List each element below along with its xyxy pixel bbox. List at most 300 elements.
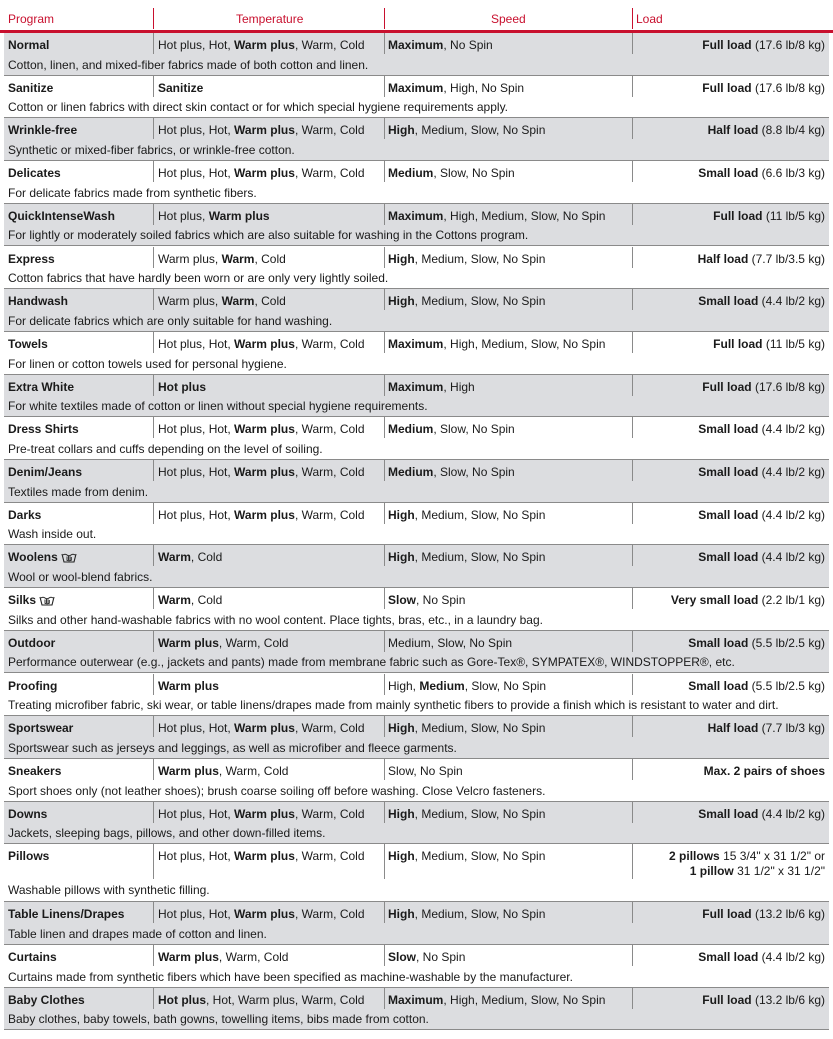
text-run: Small load bbox=[698, 166, 759, 181]
program-name-text: Woolens bbox=[8, 550, 58, 565]
text-run: , Warm, Cold bbox=[294, 336, 365, 351]
table-row bbox=[4, 247, 829, 290]
speed-cell bbox=[388, 593, 465, 608]
temperature-cell bbox=[158, 380, 206, 395]
program-description: Washable pillows with synthetic filling. bbox=[8, 883, 210, 898]
program-description: For delicate fabrics made from synthetic fibers. bbox=[8, 185, 257, 200]
load-cell bbox=[708, 721, 825, 736]
text-run: Warm plus bbox=[158, 950, 219, 964]
program-description: For lightly or moderately soiled fabrics which are also suitable for washing in the Cottons program. bbox=[8, 228, 529, 243]
column-divider bbox=[153, 631, 154, 652]
program-name bbox=[8, 337, 48, 352]
column-divider bbox=[632, 417, 633, 438]
text-run: , Cold bbox=[190, 550, 223, 565]
column-divider bbox=[632, 844, 633, 879]
text-run: Maximum bbox=[388, 379, 444, 394]
program-name bbox=[8, 123, 77, 138]
text-run: , Medium, Slow, No Spin bbox=[414, 507, 546, 522]
text-run: Hot plus, Hot, bbox=[158, 907, 235, 922]
load-cell bbox=[669, 849, 825, 879]
program-name-text: Normal bbox=[8, 38, 50, 52]
text-run: , Warm, Cold bbox=[218, 950, 289, 964]
program-name bbox=[8, 950, 57, 965]
program-name bbox=[8, 721, 73, 736]
program-name bbox=[8, 849, 49, 864]
program-name bbox=[8, 380, 74, 395]
table-row bbox=[4, 588, 829, 631]
text-run: Maximum bbox=[388, 336, 444, 351]
program-name bbox=[8, 38, 49, 53]
load-cell bbox=[708, 123, 825, 138]
load-cell bbox=[713, 337, 825, 352]
text-run: , High, Medium, Slow, No Spin bbox=[443, 992, 606, 1007]
program-name bbox=[8, 807, 47, 822]
column-divider bbox=[632, 375, 633, 396]
column-divider bbox=[153, 802, 154, 823]
load-cell bbox=[713, 209, 825, 224]
text-run: , No Spin bbox=[416, 950, 466, 964]
program-name-text: Baby Clothes bbox=[8, 992, 85, 1007]
table-row bbox=[4, 902, 829, 945]
temperature-cell bbox=[158, 294, 286, 309]
program-name bbox=[8, 679, 57, 694]
column-divider bbox=[153, 417, 154, 438]
header-program: Program bbox=[8, 12, 55, 26]
program-description: Synthetic or mixed-fiber fabrics, or wrinkle-free cotton. bbox=[8, 143, 295, 158]
text-run: Warm plus bbox=[234, 806, 295, 821]
text-run: Warm plus bbox=[234, 721, 295, 736]
column-divider bbox=[153, 332, 154, 353]
program-name-text: Delicates bbox=[8, 166, 61, 181]
column-divider bbox=[153, 716, 154, 737]
temperature-cell bbox=[158, 38, 365, 53]
column-divider bbox=[153, 844, 154, 879]
column-divider bbox=[384, 247, 385, 268]
program-name-text: Handwash bbox=[8, 294, 69, 309]
temperature-cell bbox=[158, 252, 286, 267]
text-run: High bbox=[388, 721, 415, 736]
text-run: , Medium, Slow, No Spin bbox=[414, 806, 546, 821]
speed-cell bbox=[388, 993, 605, 1008]
column-divider bbox=[632, 289, 633, 310]
program-name bbox=[8, 209, 115, 224]
program-name-text: Denim/Jeans bbox=[8, 465, 83, 479]
program-name-text: Downs bbox=[8, 806, 48, 821]
text-run: , Medium, Slow, No Spin bbox=[414, 721, 546, 736]
program-description: Cotton fabrics that have hardly been worn or are only very lightly soiled. bbox=[8, 271, 389, 286]
text-run: (5.5 lb/2.5 kg) bbox=[748, 635, 825, 650]
table-row bbox=[4, 460, 829, 503]
text-run: , High bbox=[443, 379, 475, 394]
program-name bbox=[8, 593, 55, 610]
text-run: , Warm, Cold bbox=[294, 806, 365, 821]
handwash-basin-icon bbox=[61, 550, 77, 567]
text-run: , Medium, Slow, No Spin bbox=[414, 849, 546, 864]
temperature-cell bbox=[158, 81, 203, 96]
text-run: 2 pillows bbox=[669, 849, 720, 864]
text-run: Warm plus bbox=[208, 208, 270, 223]
text-run: Small load bbox=[698, 294, 759, 309]
program-description: For white textiles made of cotton or linen without special hygiene requirements. bbox=[8, 399, 428, 414]
text-run: , Hot, Warm plus, Warm, Cold bbox=[206, 992, 365, 1007]
text-run: (4.4 lb/2 kg) bbox=[758, 550, 825, 565]
program-name-text: QuickIntenseWash bbox=[8, 208, 115, 223]
text-run: (13.2 lb/6 kg) bbox=[751, 992, 825, 1007]
load-cell bbox=[688, 679, 825, 694]
load-line bbox=[704, 764, 825, 779]
text-run: High bbox=[388, 507, 415, 522]
program-name-text: Pillows bbox=[8, 849, 50, 864]
text-run: High bbox=[388, 294, 415, 309]
load-cell bbox=[698, 252, 825, 267]
column-divider bbox=[384, 631, 385, 652]
text-run: , No Spin bbox=[416, 593, 466, 608]
column-divider bbox=[153, 674, 154, 695]
text-run: Hot plus, Hot, bbox=[158, 721, 235, 736]
column-divider bbox=[384, 118, 385, 139]
text-run: Hot plus, Hot, bbox=[158, 507, 235, 522]
load-line bbox=[702, 380, 825, 395]
load-cell bbox=[702, 380, 825, 395]
speed-cell bbox=[388, 422, 515, 437]
column-divider bbox=[153, 945, 154, 966]
load-line bbox=[708, 721, 825, 736]
text-run: Medium, Slow, No Spin bbox=[388, 635, 513, 650]
text-run: Hot plus, Hot, bbox=[158, 123, 235, 138]
header-divider bbox=[632, 8, 633, 29]
text-run: , Cold bbox=[190, 593, 223, 608]
speed-cell bbox=[388, 508, 545, 523]
program-name bbox=[8, 294, 68, 309]
text-run: Slow bbox=[388, 593, 417, 608]
text-run: , Cold bbox=[254, 251, 286, 266]
load-line bbox=[688, 636, 825, 651]
speed-cell bbox=[388, 679, 546, 694]
column-divider bbox=[153, 33, 154, 54]
column-divider bbox=[153, 545, 154, 566]
column-divider bbox=[384, 76, 385, 97]
program-name-text: Curtains bbox=[8, 950, 57, 964]
program-name bbox=[8, 81, 53, 96]
column-divider bbox=[153, 902, 154, 923]
text-run: High bbox=[388, 123, 415, 138]
text-run: , Warm, Cold bbox=[294, 465, 365, 479]
text-run: Slow bbox=[388, 950, 417, 964]
load-line bbox=[698, 550, 825, 565]
column-divider bbox=[153, 588, 154, 609]
column-divider bbox=[632, 588, 633, 609]
text-run: (7.7 lb/3 kg) bbox=[758, 721, 825, 736]
speed-cell bbox=[388, 81, 524, 96]
text-run: Warm plus bbox=[158, 635, 219, 650]
table-row bbox=[4, 375, 829, 418]
load-line bbox=[698, 950, 825, 965]
text-run: 15 3/4" x 31 1/2" or bbox=[719, 849, 825, 864]
column-divider bbox=[384, 33, 385, 54]
program-description: Jackets, sleeping bags, pillows, and other down-filled items. bbox=[8, 826, 326, 841]
text-run: Warm plus bbox=[158, 763, 219, 778]
text-run: , No Spin bbox=[443, 38, 493, 52]
table-row bbox=[4, 945, 829, 988]
speed-cell bbox=[388, 950, 465, 965]
temperature-cell bbox=[158, 849, 365, 864]
column-divider bbox=[384, 332, 385, 353]
load-cell bbox=[702, 993, 825, 1008]
program-description: Wool or wool-blend fabrics. bbox=[8, 570, 153, 585]
text-run: Hot plus, Hot, bbox=[158, 166, 235, 181]
text-run: Small load bbox=[698, 550, 759, 565]
column-divider bbox=[153, 204, 154, 225]
load-line bbox=[708, 123, 825, 138]
column-divider bbox=[384, 844, 385, 879]
text-run: , Slow, No Spin bbox=[433, 465, 515, 479]
load-line bbox=[688, 679, 825, 694]
load-cell bbox=[698, 807, 825, 822]
program-name bbox=[8, 252, 55, 267]
text-run: High bbox=[388, 806, 415, 821]
text-run: Warm plus bbox=[158, 678, 219, 693]
speed-cell bbox=[388, 465, 515, 480]
table-row bbox=[4, 631, 829, 674]
text-run: Warm bbox=[158, 593, 191, 608]
speed-cell bbox=[388, 252, 545, 267]
speed-cell bbox=[388, 123, 545, 138]
load-cell bbox=[698, 550, 825, 565]
text-run: Small load bbox=[698, 465, 759, 479]
text-run: (4.4 lb/2 kg) bbox=[758, 507, 825, 522]
text-run: Warm bbox=[221, 251, 255, 266]
speed-cell bbox=[388, 907, 545, 922]
program-name-text: Wrinkle-free bbox=[8, 123, 78, 138]
text-run: , Slow, No Spin bbox=[464, 678, 547, 693]
column-divider bbox=[632, 247, 633, 268]
column-divider bbox=[153, 289, 154, 310]
text-run: , Medium, Slow, No Spin bbox=[414, 251, 546, 266]
program-description: Cotton, linen, and mixed-fiber fabrics made of both cotton and linen. bbox=[8, 57, 369, 72]
table-row bbox=[4, 33, 829, 76]
text-run: Small load bbox=[688, 678, 749, 693]
column-divider bbox=[384, 289, 385, 310]
program-name bbox=[8, 993, 85, 1008]
text-run: Warm plus bbox=[234, 166, 295, 181]
text-run: Full load bbox=[702, 992, 752, 1007]
speed-cell bbox=[388, 764, 463, 779]
text-run: Maximum bbox=[388, 992, 444, 1007]
program-name-text: Outdoor bbox=[8, 635, 56, 650]
text-run: , Warm, Cold bbox=[294, 166, 365, 181]
column-divider bbox=[632, 161, 633, 182]
text-run: Warm plus bbox=[234, 336, 295, 351]
text-run: Max. 2 pairs of shoes bbox=[703, 763, 825, 778]
program-name-text: Towels bbox=[8, 336, 48, 351]
program-name-text: Sportswear bbox=[8, 721, 74, 736]
load-line bbox=[702, 907, 825, 922]
program-description: Cotton or linen fabrics with direct skin contact or for which special hygiene requirements apply. bbox=[8, 100, 509, 115]
column-divider bbox=[153, 759, 154, 780]
load-line bbox=[702, 81, 825, 96]
text-run: , Medium, Slow, No Spin bbox=[414, 123, 546, 138]
column-divider bbox=[632, 716, 633, 737]
temperature-cell bbox=[158, 508, 365, 523]
program-name-text: Table Linens/Drapes bbox=[8, 907, 125, 922]
column-divider bbox=[384, 460, 385, 481]
load-line bbox=[698, 465, 825, 480]
text-run: Hot plus bbox=[158, 379, 206, 394]
load-cell bbox=[688, 636, 825, 651]
program-name-text: Extra White bbox=[8, 379, 75, 394]
text-run: Warm plus bbox=[234, 907, 295, 922]
text-run: (17.6 lb/8 kg) bbox=[751, 80, 825, 95]
column-divider bbox=[384, 902, 385, 923]
load-cell bbox=[698, 465, 825, 480]
table-row bbox=[4, 118, 829, 161]
column-divider bbox=[632, 631, 633, 652]
text-run: (4.4 lb/2 kg) bbox=[758, 465, 825, 479]
program-name bbox=[8, 907, 124, 922]
temperature-cell bbox=[158, 166, 365, 181]
text-run: High bbox=[388, 907, 415, 922]
text-run: Warm plus bbox=[234, 123, 295, 138]
column-divider bbox=[153, 76, 154, 97]
table-row bbox=[4, 988, 829, 1031]
program-name-text: Sneakers bbox=[8, 763, 62, 778]
program-description: Curtains made from synthetic fibers which have been specified as machine-washable by the manufacturer. bbox=[8, 969, 573, 984]
column-divider bbox=[153, 118, 154, 139]
text-run: , Warm, Cold bbox=[294, 849, 365, 864]
table-row bbox=[4, 545, 829, 588]
load-cell bbox=[698, 166, 825, 181]
table-row bbox=[4, 76, 829, 119]
program-description: Textiles made from denim. bbox=[8, 484, 149, 499]
header-divider bbox=[384, 8, 385, 29]
text-run: Warm plus bbox=[234, 507, 295, 522]
program-name-text: Silks bbox=[8, 593, 37, 608]
table-row bbox=[4, 289, 829, 332]
text-run: Hot plus, Hot, bbox=[158, 849, 235, 864]
program-name bbox=[8, 508, 41, 523]
text-run: (17.6 lb/8 kg) bbox=[751, 379, 825, 394]
table-row bbox=[4, 417, 829, 460]
header-load: Load bbox=[636, 12, 663, 26]
temperature-cell bbox=[158, 465, 365, 480]
text-run: (6.6 lb/3 kg) bbox=[758, 166, 825, 181]
load-line bbox=[698, 807, 825, 822]
column-divider bbox=[384, 417, 385, 438]
text-run: Full load bbox=[702, 80, 752, 95]
text-run: , Cold bbox=[254, 294, 286, 309]
header-divider bbox=[153, 8, 154, 29]
temperature-cell bbox=[158, 123, 365, 138]
text-run: Warm plus, bbox=[158, 251, 222, 266]
load-line bbox=[698, 508, 825, 523]
text-run: Warm plus bbox=[234, 38, 295, 52]
text-run: (5.5 lb/2.5 kg) bbox=[748, 678, 825, 693]
column-divider bbox=[632, 503, 633, 524]
table-row bbox=[4, 802, 829, 845]
temperature-cell bbox=[158, 636, 288, 651]
load-line bbox=[702, 38, 825, 53]
text-run: (4.4 lb/2 kg) bbox=[758, 294, 825, 309]
speed-cell bbox=[388, 721, 545, 736]
program-name-text: Sanitize bbox=[8, 80, 54, 95]
column-divider bbox=[153, 460, 154, 481]
column-divider bbox=[632, 945, 633, 966]
column-divider bbox=[384, 375, 385, 396]
program-description: Silks and other hand-washable fabrics with no wool content. Place tights, bras, etc., in a laundry bag. bbox=[8, 612, 543, 627]
temperature-cell bbox=[158, 422, 365, 437]
text-run: Warm plus bbox=[234, 849, 295, 864]
program-name bbox=[8, 465, 82, 480]
column-divider bbox=[384, 716, 385, 737]
column-divider bbox=[153, 503, 154, 524]
text-run: Hot plus, Hot, bbox=[158, 465, 235, 479]
text-run: (11 lb/5 kg) bbox=[762, 336, 825, 351]
load-line bbox=[669, 864, 825, 879]
text-run: Full load bbox=[702, 38, 752, 52]
temperature-cell bbox=[158, 764, 288, 779]
text-run: (7.7 lb/3.5 kg) bbox=[748, 251, 825, 266]
column-divider bbox=[632, 902, 633, 923]
text-run: High bbox=[388, 849, 415, 864]
text-run: , Warm, Cold bbox=[218, 763, 289, 778]
text-run: Warm bbox=[221, 294, 255, 309]
text-run: (8.8 lb/4 kg) bbox=[758, 123, 825, 138]
load-line bbox=[698, 252, 825, 267]
text-run: Slow, No Spin bbox=[388, 763, 463, 778]
load-cell bbox=[698, 950, 825, 965]
column-divider bbox=[632, 545, 633, 566]
column-divider bbox=[153, 247, 154, 268]
text-run: (17.6 lb/8 kg) bbox=[751, 38, 825, 52]
program-description: Baby clothes, baby towels, bath gowns, towelling items, bibs made from cotton. bbox=[8, 1012, 429, 1027]
program-description: Pre-treat collars and cuffs depending on the level of soiling. bbox=[8, 441, 323, 456]
text-run: Hot plus, Hot, bbox=[158, 38, 235, 52]
load-cell bbox=[704, 764, 825, 779]
text-run: Small load bbox=[688, 635, 749, 650]
column-divider bbox=[384, 161, 385, 182]
column-divider bbox=[153, 375, 154, 396]
speed-cell bbox=[388, 807, 545, 822]
column-divider bbox=[384, 204, 385, 225]
program-name-text: Express bbox=[8, 251, 55, 266]
table-row bbox=[4, 716, 829, 759]
load-cell bbox=[702, 81, 825, 96]
table-header bbox=[0, 6, 833, 33]
table-row bbox=[4, 674, 829, 717]
program-name bbox=[8, 550, 77, 567]
column-divider bbox=[384, 503, 385, 524]
column-divider bbox=[384, 945, 385, 966]
speed-cell bbox=[388, 849, 545, 864]
column-divider bbox=[632, 674, 633, 695]
temperature-cell bbox=[158, 593, 222, 608]
handwash-basin-icon bbox=[39, 593, 55, 610]
load-cell bbox=[671, 593, 825, 608]
load-line bbox=[698, 422, 825, 437]
text-run: , Warm, Cold bbox=[294, 721, 365, 736]
text-run: Half load bbox=[707, 721, 759, 736]
program-name bbox=[8, 166, 61, 181]
text-run: Very small load bbox=[670, 593, 759, 608]
text-run: Small load bbox=[698, 950, 759, 964]
speed-cell bbox=[388, 38, 493, 53]
temperature-cell bbox=[158, 721, 365, 736]
text-run: High bbox=[388, 251, 415, 266]
header-speed: Speed bbox=[491, 12, 526, 26]
text-run: (4.4 lb/2 kg) bbox=[758, 806, 825, 821]
text-run: , Warm, Cold bbox=[294, 123, 365, 138]
temperature-cell bbox=[158, 679, 219, 694]
